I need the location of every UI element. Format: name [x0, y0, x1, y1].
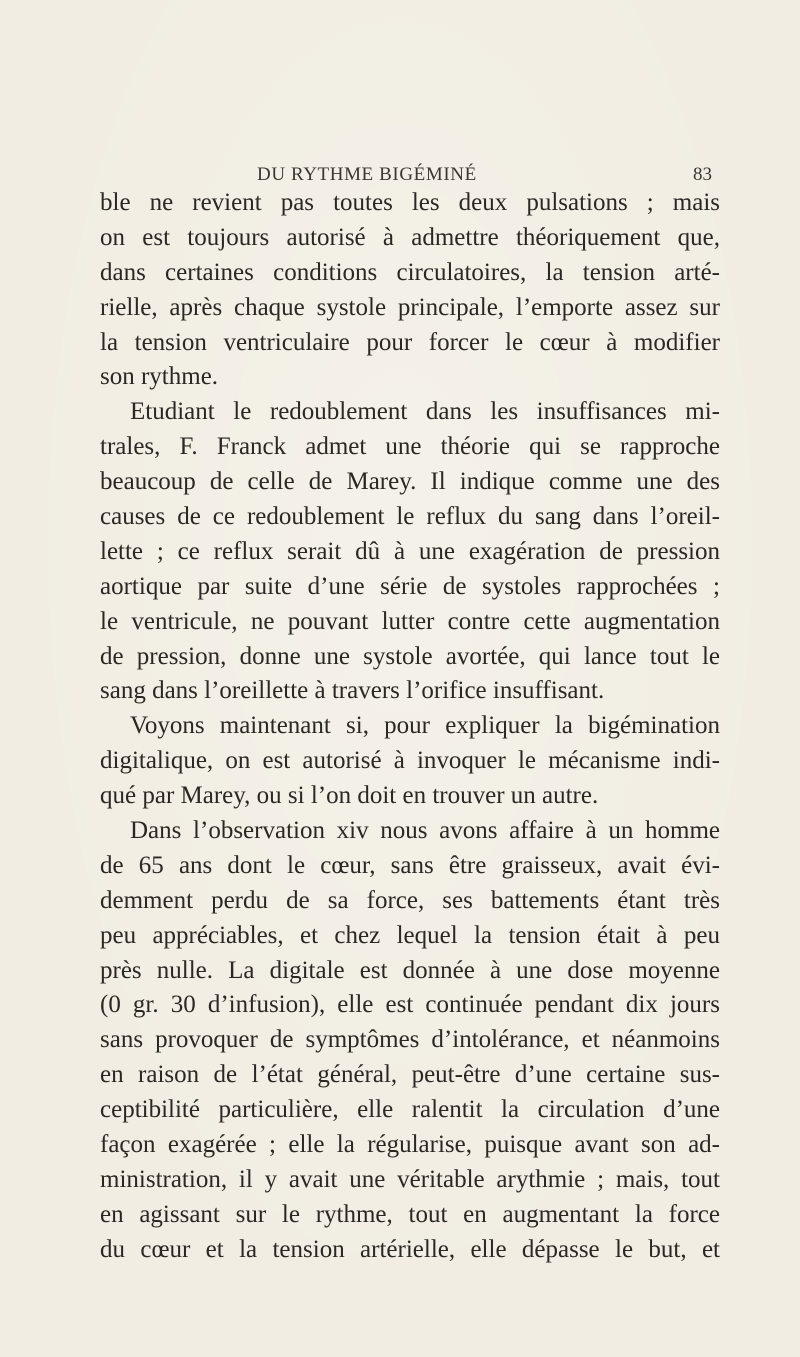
text-line: beaucoup de celle de Marey. Il indique comme une des	[100, 468, 720, 496]
text-line: ministration, il y avait une véritable arythmie ; mais, tout	[100, 1165, 720, 1193]
text-line: lette ; ce reflux serait dû à une exagération de pression	[100, 537, 720, 565]
text-line: on est toujours autorisé à admettre théoriquement que,	[100, 223, 720, 251]
text-line: rielle, après chaque systole principale, l’emporte assez sur	[100, 293, 720, 321]
text-line: de pression, donne une systole avortée, qui lance tout le	[100, 642, 720, 670]
text-line: en agissant sur le rythme, tout en augmentant la force	[100, 1200, 720, 1228]
page-number: 83	[693, 164, 712, 185]
text-line: qué par Marey, ou si l’on doit en trouver un autre.	[100, 782, 599, 810]
text-line: sang dans l’oreillette à travers l’orifice insuffisant.	[100, 677, 605, 705]
text-line: de 65 ans dont le cœur, sans être graisseux, avait évi-	[100, 851, 720, 879]
text-line: la tension ventriculaire pour forcer le cœur à modifier	[100, 328, 720, 356]
text-line: du cœur et la tension artérielle, elle dépasse le but, et	[100, 1235, 720, 1263]
text-line: Etudiant le redoublement dans les insuffisances mi-	[130, 398, 720, 426]
text-line: façon exagérée ; elle la régularise, puisque avant son ad-	[100, 1131, 720, 1159]
text-line: sans provoquer de symptômes d’intolérance, et néanmoins	[100, 1026, 720, 1054]
text-line: dans certaines conditions circulatoires, la tension arté-	[100, 258, 720, 286]
text-line: aortique par suite d’une série de systoles rapprochées ;	[100, 572, 720, 600]
text-line: digitalique, on est autorisé à invoquer le mécanisme indi-	[100, 747, 720, 775]
text-line: causes de ce redoublement le reflux du sang dans l’oreil-	[100, 503, 720, 531]
text-line: son rythme.	[100, 363, 219, 391]
running-title: DU RYTHME BIGÉMINÉ	[257, 164, 477, 185]
text-line: peu appréciables, et chez lequel la tension était à peu	[100, 921, 720, 949]
body-text	[100, 186, 720, 1268]
text-line: (0 gr. 30 d’infusion), elle est continuée pendant dix jours	[100, 991, 720, 1019]
text-line: en raison de l’état général, peut-être d’une certaine sus-	[100, 1061, 720, 1089]
text-line: demment perdu de sa force, ses battements étant très	[100, 886, 720, 914]
text-line: ceptibilité particulière, elle ralentit la circulation d’une	[100, 1096, 720, 1124]
text-line: trales, F. Franck admet une théorie qui se rapproche	[100, 433, 720, 461]
text-line: Dans l’observation xiv nous avons affaire à un homme	[130, 817, 720, 845]
text-line: Voyons maintenant si, pour expliquer la bigémination	[130, 712, 720, 740]
text-line: le ventricule, ne pouvant lutter contre cette augmentation	[100, 607, 720, 635]
text-line: près nulle. La digitale est donnée à une dose moyenne	[100, 956, 720, 984]
text-line: ble ne revient pas toutes les deux pulsations ; mais	[100, 189, 720, 216]
